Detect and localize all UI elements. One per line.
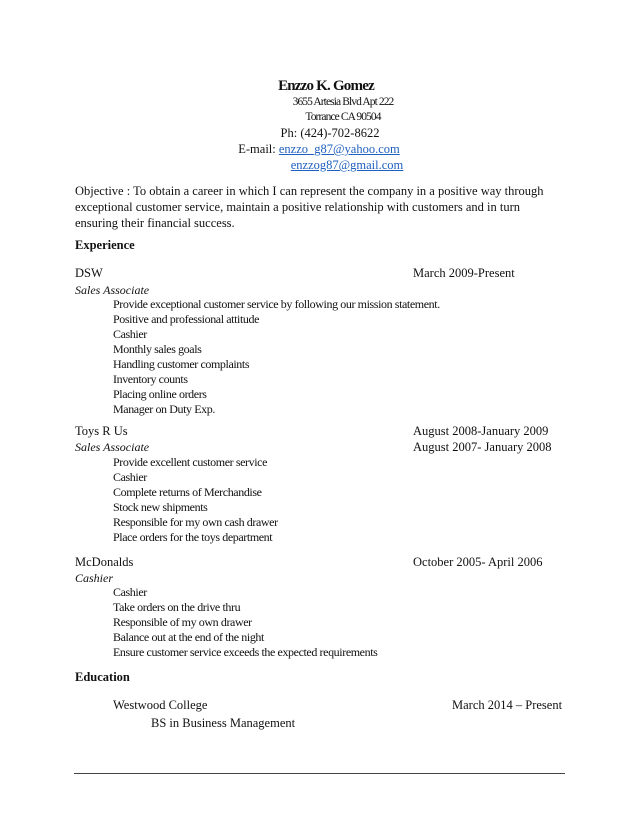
experience-heading: Experience bbox=[75, 238, 135, 252]
duty-item: Responsible of my own drawer bbox=[113, 615, 252, 629]
job-title: Cashier bbox=[75, 571, 114, 585]
duty-item: Complete returns of Merchandise bbox=[113, 485, 262, 499]
email-label: E-mail: bbox=[238, 142, 279, 156]
job-dates: August 2008-January 2009 bbox=[413, 424, 549, 438]
duty-item: Placing online orders bbox=[113, 387, 207, 401]
company-name: McDonalds bbox=[75, 555, 134, 569]
education-heading: Education bbox=[75, 670, 130, 684]
duty-item: Provide exceptional customer service by following our mission statement. bbox=[113, 297, 440, 311]
duty-list-toysrus bbox=[113, 455, 278, 545]
duty-item: Positive and professional attitude bbox=[113, 312, 260, 326]
email-row-2 bbox=[56, 157, 638, 173]
job-header-mcdonalds bbox=[75, 555, 555, 570]
email-link-yahoo[interactable]: enzzo_g87@yahoo.com bbox=[278, 142, 400, 156]
job-dates: August 2007- January 2008 bbox=[413, 440, 552, 454]
objective-paragraph: Objective : To obtain a career in which I can represent the company in a positive way through exceptional customer service, maintain a positive relationship with customers and in turn ensuring their financial success. bbox=[75, 184, 544, 230]
job-title: Sales Associate bbox=[75, 440, 150, 454]
duty-item: Monthly sales goals bbox=[113, 342, 202, 356]
duty-item: Balance out at the end of the night bbox=[113, 630, 264, 644]
duty-item: Stock new shipments bbox=[113, 500, 208, 514]
job-title: Sales Associate bbox=[75, 283, 150, 297]
duty-item: Ensure customer service exceeds the expected requirements bbox=[113, 645, 378, 659]
address-line-2: Torrance CA 90504 bbox=[305, 111, 381, 123]
duty-item: Cashier bbox=[113, 585, 147, 599]
phone-number: Ph: (424)-702-8622 bbox=[280, 126, 380, 140]
duty-list-dsw bbox=[113, 297, 440, 417]
degree-name: BS in Business Management bbox=[151, 716, 296, 730]
duty-item: Handling customer complaints bbox=[113, 357, 250, 371]
resume-header bbox=[0, 78, 638, 173]
job-header-dsw bbox=[75, 266, 555, 281]
duty-item: Responsible for my own cash drawer bbox=[113, 515, 278, 529]
applicant-name: Enzzo K. Gomez bbox=[278, 78, 374, 94]
duty-item: Provide excellent customer service bbox=[113, 455, 268, 469]
email-link-gmail[interactable]: enzzog87@gmail.com bbox=[290, 158, 404, 172]
company-name: Toys R Us bbox=[75, 424, 128, 438]
job-dates: March 2009-Present bbox=[413, 266, 515, 280]
duty-item: Manager on Duty Exp. bbox=[113, 402, 215, 416]
education-entry bbox=[113, 698, 563, 713]
duty-item: Place orders for the toys department bbox=[113, 530, 273, 544]
duty-item: Cashier bbox=[113, 470, 147, 484]
address-line-1: 3655 Artesia Blvd Apt 222 bbox=[292, 96, 394, 108]
duty-item: Take orders on the drive thru bbox=[113, 600, 241, 614]
duty-item: Cashier bbox=[113, 327, 147, 341]
email-row bbox=[0, 141, 638, 157]
footer-divider bbox=[74, 773, 565, 774]
school-name: Westwood College bbox=[113, 698, 208, 712]
job-header-toysrus bbox=[75, 424, 555, 439]
duty-list-mcdonalds bbox=[113, 585, 377, 660]
job-dates: October 2005- April 2006 bbox=[413, 555, 543, 569]
duty-item: Inventory counts bbox=[113, 372, 188, 386]
company-name: DSW bbox=[75, 266, 103, 280]
education-dates: March 2014 – Present bbox=[452, 698, 563, 712]
